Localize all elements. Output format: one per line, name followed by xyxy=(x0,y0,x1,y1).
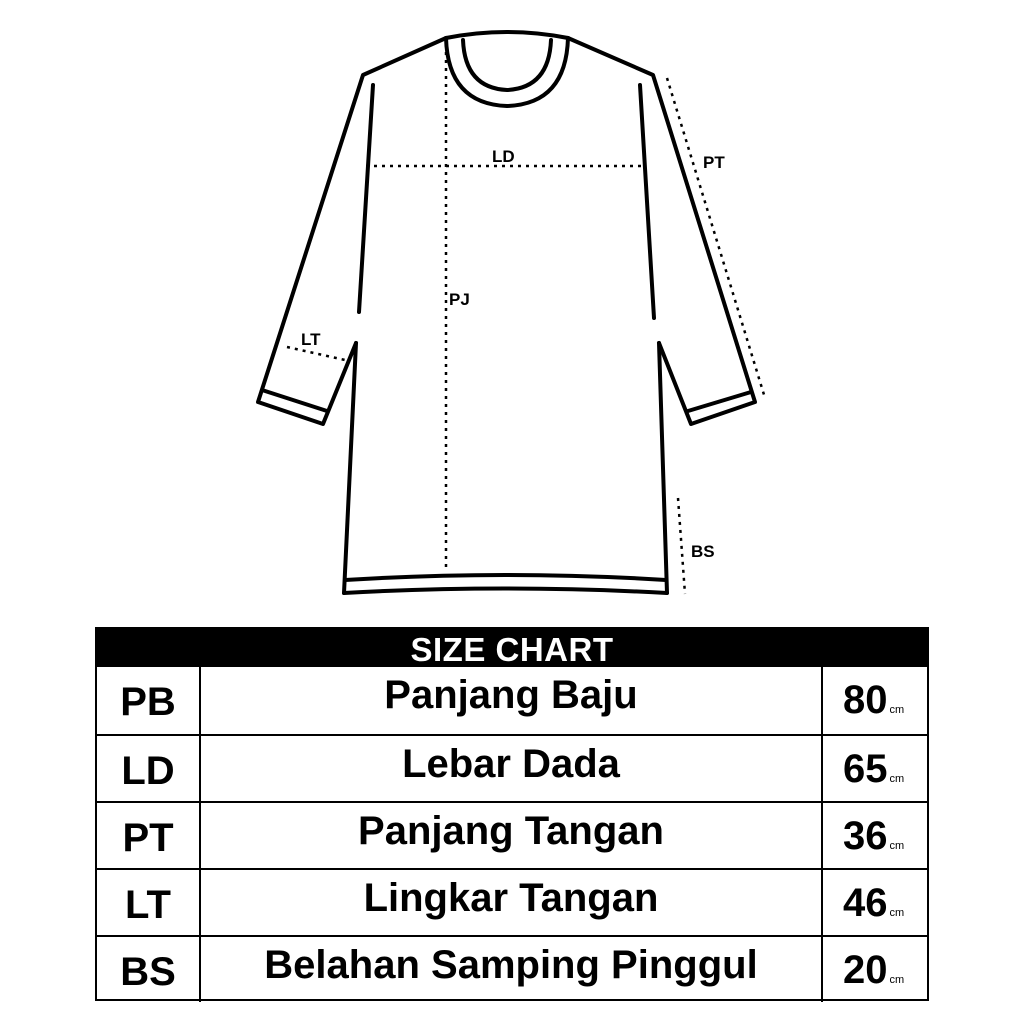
row-code: PT xyxy=(97,803,201,868)
row-code: BS xyxy=(97,937,201,1002)
hem-bottom xyxy=(344,589,667,594)
row-value xyxy=(823,736,927,801)
row-code: PB xyxy=(97,667,201,734)
row-value xyxy=(823,937,927,1002)
right-armhole-seam xyxy=(640,85,654,318)
value-unit: cm xyxy=(889,907,905,919)
value-number: 46 xyxy=(843,881,888,925)
size-chart-table xyxy=(95,627,929,1001)
value-unit: cm xyxy=(889,773,905,785)
row-code: LT xyxy=(97,870,201,935)
row-name: Lingkar Tangan xyxy=(201,870,823,935)
pt-measure-line xyxy=(667,78,765,398)
label-pt: PT xyxy=(703,153,725,172)
neck-inner xyxy=(463,40,551,90)
value-unit: cm xyxy=(889,974,905,986)
table-row xyxy=(97,734,927,801)
shirt-outline xyxy=(258,32,755,593)
left-armhole-seam xyxy=(359,85,373,312)
row-name: Lebar Dada xyxy=(201,736,823,801)
table-row xyxy=(97,868,927,935)
label-ld: LD xyxy=(492,147,515,166)
row-name: Panjang Tangan xyxy=(201,803,823,868)
value-unit: cm xyxy=(889,840,905,852)
size-chart-title: SIZE CHART xyxy=(97,629,927,667)
left-shoulder-sleeve xyxy=(258,38,446,424)
value-number: 65 xyxy=(843,747,888,791)
row-value xyxy=(823,667,927,734)
neck-outer xyxy=(446,32,568,38)
row-name: Belahan Samping Pinggul xyxy=(201,937,823,1002)
label-bs: BS xyxy=(691,542,715,561)
right-body-side xyxy=(659,343,667,593)
row-value xyxy=(823,870,927,935)
bs-measure-line xyxy=(678,498,685,594)
left-body-side xyxy=(344,343,356,593)
row-code: LD xyxy=(97,736,201,801)
measure-lines xyxy=(287,44,765,594)
value-number: 20 xyxy=(843,948,888,992)
row-name: Panjang Baju xyxy=(201,667,823,734)
row-value xyxy=(823,803,927,868)
label-pj: PJ xyxy=(449,290,470,309)
table-row xyxy=(97,801,927,868)
value-number: 80 xyxy=(843,678,888,722)
label-lt: LT xyxy=(301,330,321,349)
value-number: 36 xyxy=(843,814,888,858)
table-row xyxy=(97,667,927,734)
table-row xyxy=(97,935,927,1002)
value-unit: cm xyxy=(889,704,905,716)
hem-stitch xyxy=(345,575,666,580)
